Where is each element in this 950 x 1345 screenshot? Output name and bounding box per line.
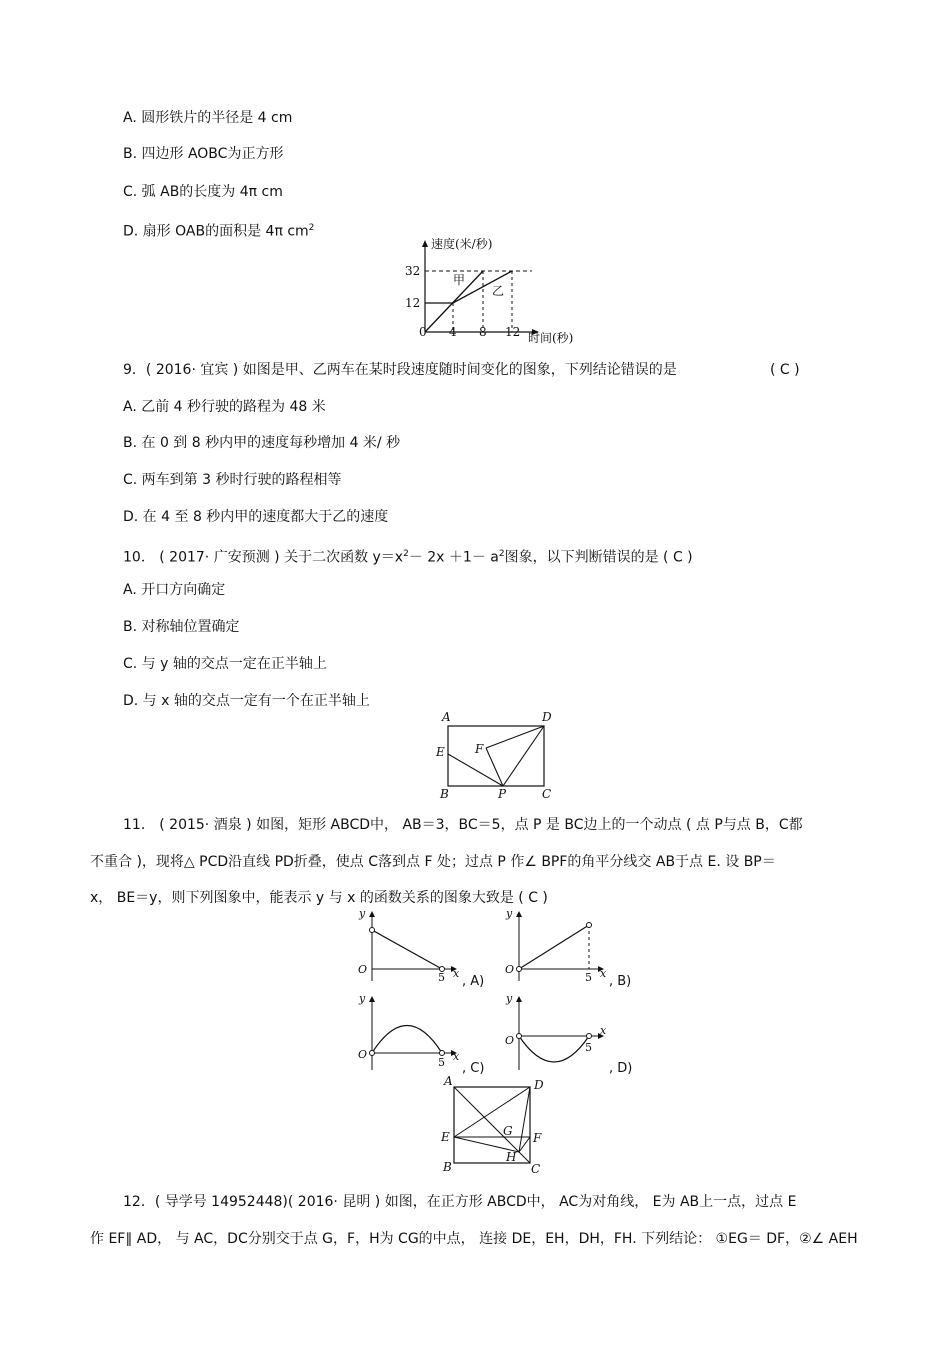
graph-a: [355, 905, 465, 987]
q9-option-b: B. 在 0 到 8 秒内甲的速度每秒增加 4 米/ 秒: [123, 435, 401, 451]
svg-text:y: y: [359, 992, 366, 1005]
svg-text:y: y: [359, 907, 366, 920]
q10-option-c: C. 与 y 轴的交点一定在正半轴上: [123, 656, 327, 672]
graph-d: [502, 990, 612, 1072]
svg-text:C: C: [531, 1162, 541, 1176]
svg-text:5: 5: [585, 1041, 592, 1054]
caption-c: , C): [462, 1061, 485, 1076]
q12-line2: 作 EF∥ AD， 与 AC，DC分别交于点 G，F，H为 CG的中点， 连接 DE，EH，DH，FH. 下列结论： ①EG＝ DF，②∠ AEH: [90, 1231, 858, 1247]
svg-text:O: O: [358, 1048, 368, 1061]
y-axis-label: 速度(米/秒): [431, 237, 493, 251]
svg-text:E: E: [441, 1130, 450, 1144]
rectangle-fold-figure: [430, 708, 560, 803]
q10-stem: 10． ( 2017· 广安预测 ) 关于二次函数 $y=x^2- 2x +1- a^2$图象，以下判断错误的是 ( C ): [123, 549, 693, 566]
label-jia: 甲: [453, 273, 466, 287]
svg-text:O: O: [505, 963, 515, 976]
q11-line1: 11． ( 2015· 酒泉 ) 如图，矩形 ABCD中， AB＝3，BC＝5，点 P 是 BC边上的一个动点 ( 点 P与点 B，C都: [123, 817, 803, 833]
svg-text:x: x: [453, 1050, 460, 1063]
q9-answer: ( C ): [770, 362, 800, 378]
svg-text:P: P: [498, 787, 507, 801]
svg-text:C: C: [542, 787, 552, 801]
svg-text:A: A: [442, 710, 451, 724]
q11-line2: 不重合 )，现将△ PCD沿直线 PD折叠，使点 C落到点 F 处；过点 P 作∠ BPF的角平分线交 AB于点 E. 设 BP＝: [90, 854, 776, 870]
svg-text:12: 12: [405, 296, 421, 310]
q12-line1: 12．( 导学号 14952448)( 2016· 昆明 ) 如图，在正方形 ABCD中， AC为对角线， E为 AB上一点，过点 E: [123, 1194, 797, 1210]
q11-line3: x， BE＝y，则下列图象中，能表示 y 与 x 的函数关系的图象大致是 ( C ): [90, 890, 548, 906]
q9-option-d: D. 在 4 至 8 秒内甲的速度都大于乙的速度: [123, 509, 389, 525]
caption-a: , A): [462, 974, 485, 989]
q10-option-a: A. 开口方向确定: [123, 582, 226, 598]
q10-option-d: D. 与 x 轴的交点一定有一个在正半轴上: [123, 693, 370, 709]
svg-text:O: O: [358, 963, 368, 976]
svg-text:F: F: [533, 1131, 542, 1145]
svg-text:E: E: [436, 745, 445, 759]
q9-option-c: C. 两车到第 3 秒时行驶的路程相等: [123, 472, 342, 488]
q8-option-d: D. 扇形 OAB的面积是 4π $cm^2$: [123, 223, 315, 240]
svg-text:O: O: [505, 1034, 515, 1047]
square-figure: [436, 1075, 556, 1180]
svg-text:A: A: [444, 1074, 453, 1088]
label-yi: 乙: [492, 284, 505, 298]
x-axis-label: 时间(秒): [528, 331, 574, 345]
svg-text:x: x: [600, 1024, 607, 1037]
svg-text:5: 5: [438, 1056, 445, 1069]
svg-text:D: D: [542, 710, 552, 724]
speed-time-graph: [395, 236, 595, 346]
graph-c: [355, 990, 465, 1072]
svg-text:D: D: [534, 1078, 544, 1092]
q8-option-b: B. 四边形 AOBC为正方形: [123, 146, 284, 162]
svg-text:G: G: [503, 1124, 513, 1138]
svg-text:5: 5: [438, 971, 445, 984]
caption-d: , D): [609, 1061, 633, 1076]
svg-text:y: y: [506, 907, 513, 920]
svg-text:5: 5: [585, 971, 592, 984]
svg-text:32: 32: [405, 264, 421, 278]
svg-text:y: y: [506, 992, 513, 1005]
svg-text:H: H: [506, 1150, 517, 1164]
graph-b: [502, 905, 612, 987]
svg-text:B: B: [443, 1160, 452, 1174]
svg-text:8: 8: [479, 325, 487, 339]
q8-option-a: A. 圆形铁片的半径是 4 cm: [123, 110, 293, 126]
svg-text:x: x: [600, 967, 607, 980]
svg-text:0: 0: [419, 325, 427, 339]
q9-stem: 9．( 2016· 宜宾 ) 如图是甲、乙两车在某时段速度随时间变化的图象，下列结论错误的是: [123, 362, 677, 378]
svg-text:x: x: [453, 967, 460, 980]
caption-b: , B): [609, 974, 632, 989]
q8-option-c: C. 弧 AB的长度为 4π cm: [123, 184, 283, 200]
svg-text:B: B: [440, 787, 449, 801]
svg-text:12: 12: [505, 325, 521, 339]
q10-option-b: B. 对称轴位置确定: [123, 619, 240, 635]
svg-text:F: F: [475, 742, 484, 756]
q9-option-a: A. 乙前 4 秒行驶的路程为 48 米: [123, 399, 326, 415]
svg-text:4: 4: [449, 325, 457, 339]
